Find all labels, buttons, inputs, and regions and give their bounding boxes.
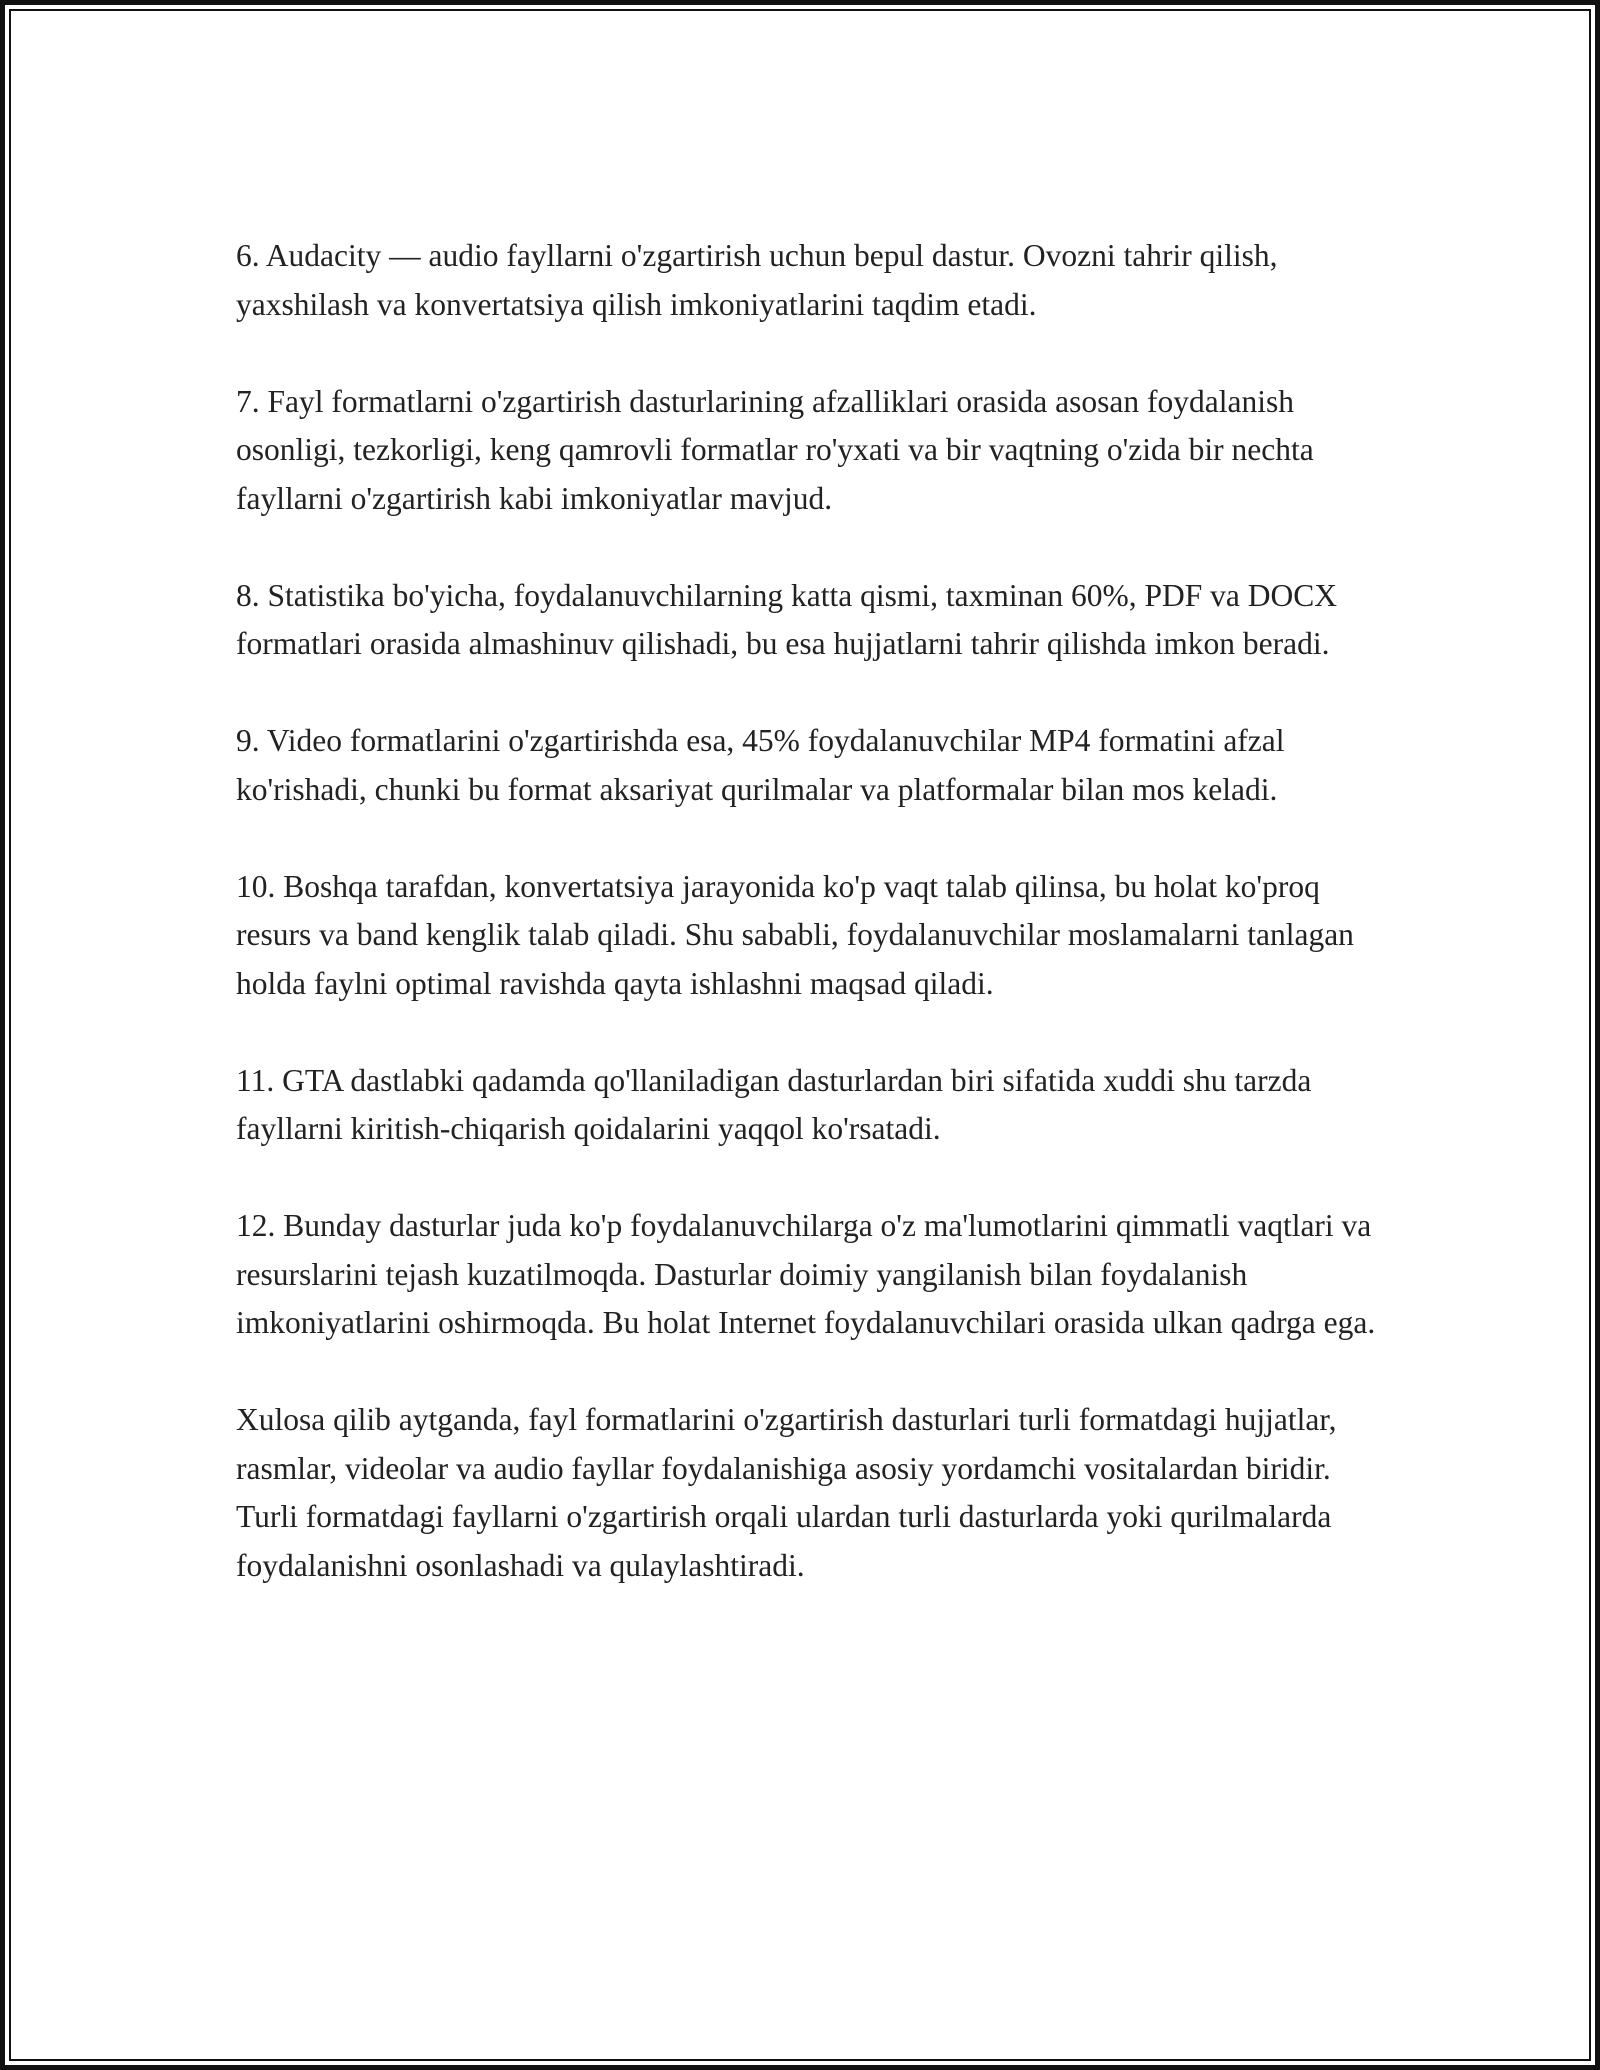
paragraph-7: 7. Fayl formatlarni o'zgartirish dasturlarining afzalliklari orasida asosan foydalanish osonligi, tezkorligi, keng qamrovli formatlar ro'yxati va bir vaqtning o'zida bir nechta fayllarni o'zgartirish kabi imkoniyatlar mavjud.	[236, 383, 1314, 516]
paragraph-9: 9. Video formatlarini o'zgartirishda esa, 45% foydalanuvchilar MP4 formatini afzal ko'rishadi, chunki bu format aksariyat qurilmalar va platformalar bilan mos keladi.	[236, 723, 1285, 807]
paragraph-8: 8. Statistika bo'yicha, foydalanuvchilarning katta qismi, taxminan 60%, PDF va DOCX formatlari orasida almashinuv qilishadi, bu esa hujjatlarni tahrir qilishda imkon beradi.	[236, 577, 1338, 661]
paragraph-12: 12. Bunday dasturlar juda ko'p foydalanuvchilarga o'z ma'lumotlarini qimmatli vaqtlari va resurslarini tejash kuzatilmoqda. Dasturlar doimiy yangilanish bilan foydalanish imkoniyatlarini oshirmoqda. Bu holat Internet foydalanuvchilari orasida ulkan qadrga ega.	[236, 1208, 1376, 1340]
paragraph-conclusion: Xulosa qilib aytganda, fayl formatlarini o'zgartirish dasturlari turli formatdagi hujjatlar, rasmlar, videolar va audio fayllar foydalanishiga asosiy yordamchi vositalardan biridir. Turli formatdagi fayllarni o'zgartirish orqali ulardan turli dasturlarda yoki qurilmalarda foydalanishni osonlashadi va qulaylashtiradi.	[236, 1402, 1337, 1583]
paragraph-11: 11. GTA dastlabki qadamda qo'llaniladigan dasturlardan biri sifatida xuddi shu tarzda fayllarni kiritish-chiqarish qoidalarini yaqqol ko'rsatadi.	[236, 1062, 1312, 1146]
paragraph-10: 10. Boshqa tarafdan, konvertatsiya jarayonida ko'p vaqt talab qilinsa, bu holat ko'proq resurs va band kenglik talab qiladi. Shu sababli, foydalanuvchilar moslamalarni tanlagan holda faylni optimal ravishda qayta ishlashni maqsad qiladi.	[236, 868, 1354, 1001]
document-body	[236, 232, 1381, 1639]
paragraph-6: 6. Audacity — audio fayllarni o'zgartirish uchun bepul dastur. Ovozni tahrir qilish, yaxshilash va konvertatsiya qilish imkoniyatlarini taqdim etadi.	[236, 238, 1278, 322]
